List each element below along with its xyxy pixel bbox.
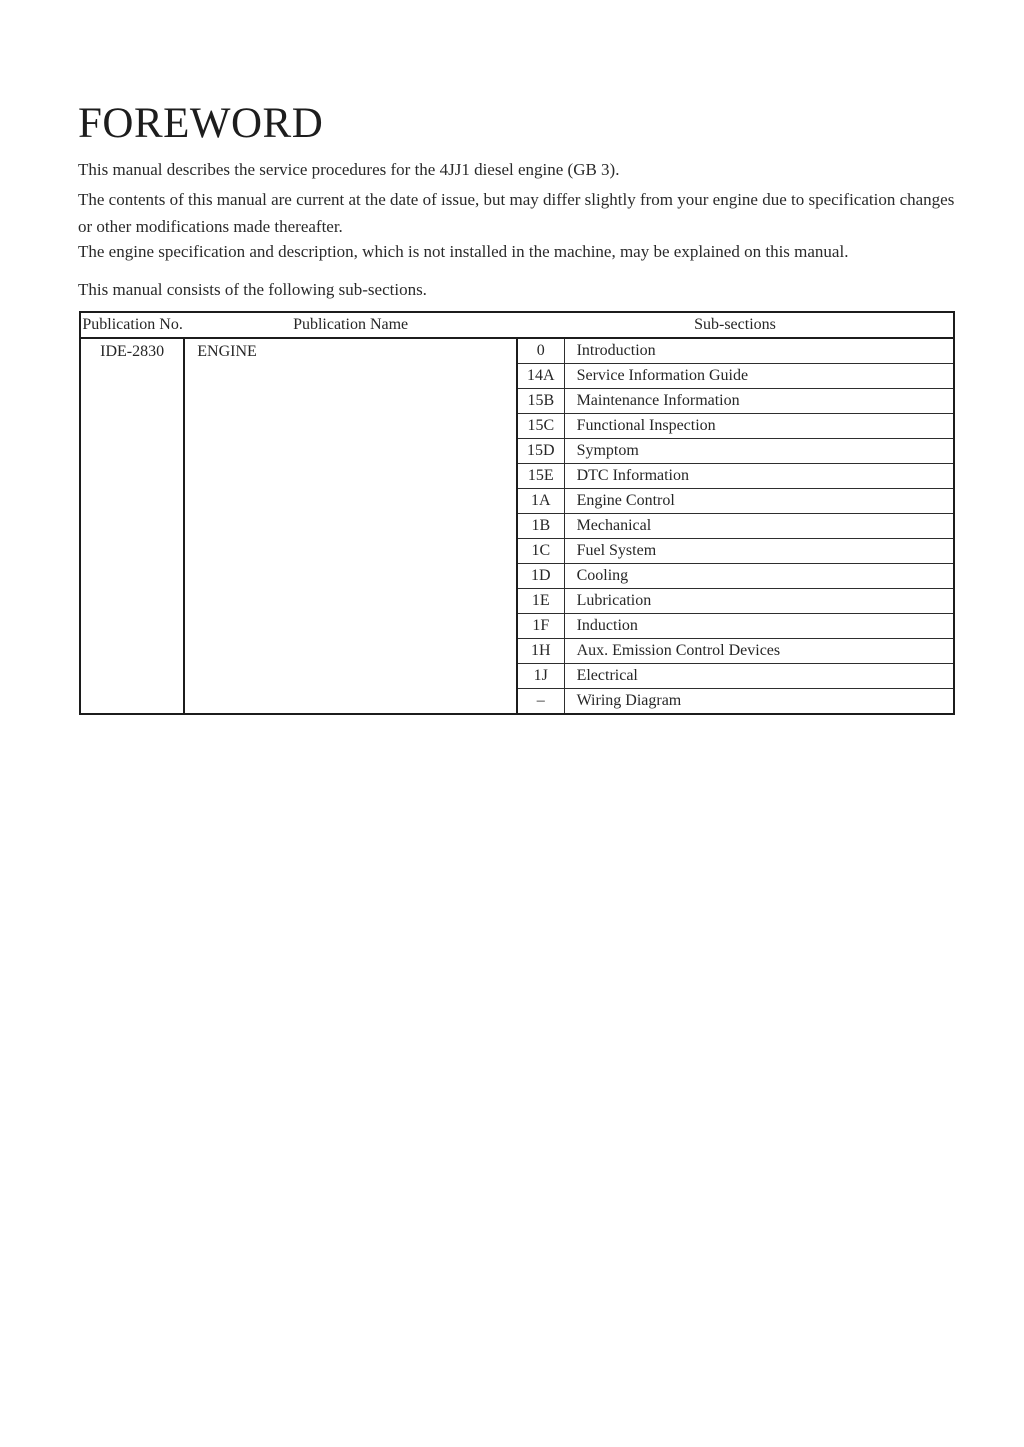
paragraph-line: The contents of this manual are current at the date of issue, but may differ slightly from your engine due to specification changes — [78, 190, 955, 209]
sub-section-code: 1H — [517, 639, 564, 664]
paragraph-service-procedures — [78, 156, 956, 183]
sub-section-code: 1J — [517, 664, 564, 689]
sub-section-name: Aux. Emission Control Devices — [564, 639, 954, 664]
sub-sections-table — [79, 311, 955, 715]
page-title: FOREWORD — [78, 100, 324, 147]
paragraph-table-intro — [78, 276, 956, 303]
paragraph-line: or other modifications made thereafter. — [78, 217, 343, 236]
table-row — [80, 338, 954, 364]
sub-section-name: Induction — [564, 614, 954, 639]
publication-name-cell: ENGINE — [184, 338, 517, 714]
sub-section-name: Lubrication — [564, 589, 954, 614]
table-header-row — [80, 312, 954, 338]
sub-section-name: Mechanical — [564, 514, 954, 539]
paragraph-engine-specification — [78, 238, 956, 265]
header-publication-name: Publication Name — [184, 312, 517, 338]
sub-section-code: 1A — [517, 489, 564, 514]
sub-section-code: – — [517, 689, 564, 715]
sub-section-name: Cooling — [564, 564, 954, 589]
sub-section-name: DTC Information — [564, 464, 954, 489]
paragraph-contents-current — [78, 186, 956, 240]
sub-section-code: 0 — [517, 338, 564, 364]
sub-section-code: 1D — [517, 564, 564, 589]
sub-section-code: 15C — [517, 414, 564, 439]
sub-section-name: Fuel System — [564, 539, 954, 564]
sub-section-code: 1E — [517, 589, 564, 614]
sub-section-name: Introduction — [564, 338, 954, 364]
paragraph-line: The engine specification and description, which is not installed in the machine, may be explained on this manual. — [78, 242, 849, 261]
sub-section-code: 15B — [517, 389, 564, 414]
sub-section-code: 14A — [517, 364, 564, 389]
publication-no-cell: IDE-2830 — [80, 338, 184, 714]
sub-section-code: 1B — [517, 514, 564, 539]
header-publication-no: Publication No. — [80, 312, 184, 338]
sub-section-name: Maintenance Information — [564, 389, 954, 414]
sub-section-code: 15E — [517, 464, 564, 489]
sub-section-name: Engine Control — [564, 489, 954, 514]
paragraph-line: This manual describes the service procedures for the 4JJ1 diesel engine (GB 3). — [78, 160, 620, 179]
sub-section-code: 1F — [517, 614, 564, 639]
sub-section-name: Wiring Diagram — [564, 689, 954, 715]
sub-section-name: Service Information Guide — [564, 364, 954, 389]
paragraph-line: This manual consists of the following sub-sections. — [78, 280, 427, 299]
sub-section-code: 1C — [517, 539, 564, 564]
sub-section-name: Symptom — [564, 439, 954, 464]
sub-section-name: Functional Inspection — [564, 414, 954, 439]
sub-section-name: Electrical — [564, 664, 954, 689]
sub-section-code: 15D — [517, 439, 564, 464]
header-sub-sections: Sub-sections — [517, 312, 954, 338]
